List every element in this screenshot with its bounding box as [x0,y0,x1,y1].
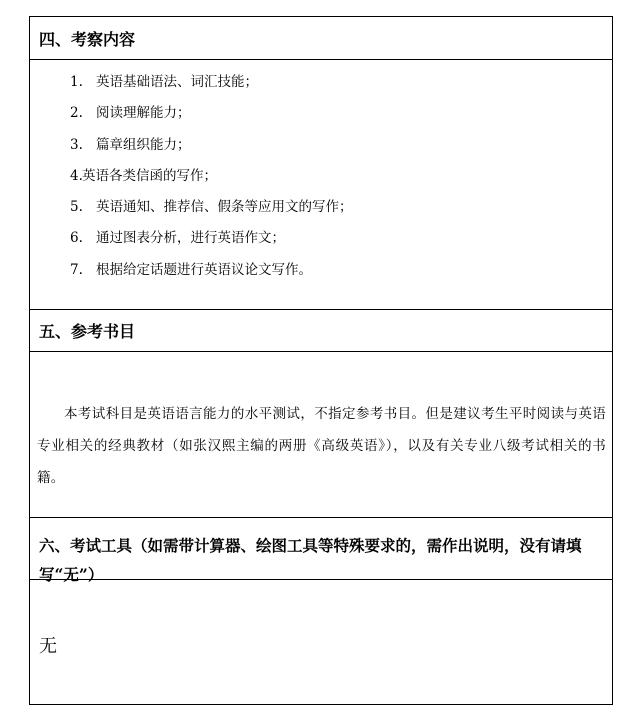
list-item [70,161,353,192]
item-number: 2. [70,105,83,122]
list-item [70,130,353,161]
list-item [70,223,353,254]
tools-answer: 无 [39,636,57,657]
section-header-tools [30,518,612,584]
section-body-books [30,352,612,518]
section-header-content [30,17,612,60]
section-body-content [30,60,612,310]
item-text: 英语通知、推荐信、假条等应用文的写作； [96,199,353,216]
item-text: 篇章组织能力； [96,136,191,153]
exam-outline-table [29,16,613,705]
content-list [70,67,353,286]
list-item [70,98,353,129]
item-text: 英语基础语法、词汇技能； [96,74,258,90]
section-title-books: 五、参考书目 [39,322,136,341]
section-title-tools: 六、考试工具（如需带计算器、绘图工具等特殊要求的，需作出说明，没有请填写“无”） [39,536,582,584]
item-number: 3. [70,136,83,153]
list-item [70,192,353,223]
section-body-tools [30,580,612,704]
item-number: 1. [70,74,83,90]
list-item [70,67,353,98]
item-text: 英语各类信函的写作； [82,167,217,184]
books-paragraph: 本考试科目是英语语言能力的水平测试，不指定参考书目。但是建议考生平时阅读与英语专业相关的经典教材（如张汉熙主编的两册《高级英语》），以及有关专业八级考试相关的书籍。 [37,405,606,486]
item-number: 7. [70,261,83,278]
item-text: 通过图表分析，进行英语作文； [96,230,285,247]
item-text: 根据给定话题进行英语议论文写作。 [96,261,312,278]
item-number: 6. [70,230,83,247]
item-number: 4. [70,167,83,184]
item-text: 阅读理解能力； [96,105,191,122]
section-title-content: 四、考察内容 [39,29,136,49]
list-item [70,255,353,286]
section-header-books [30,310,612,352]
item-number: 5. [70,199,83,216]
